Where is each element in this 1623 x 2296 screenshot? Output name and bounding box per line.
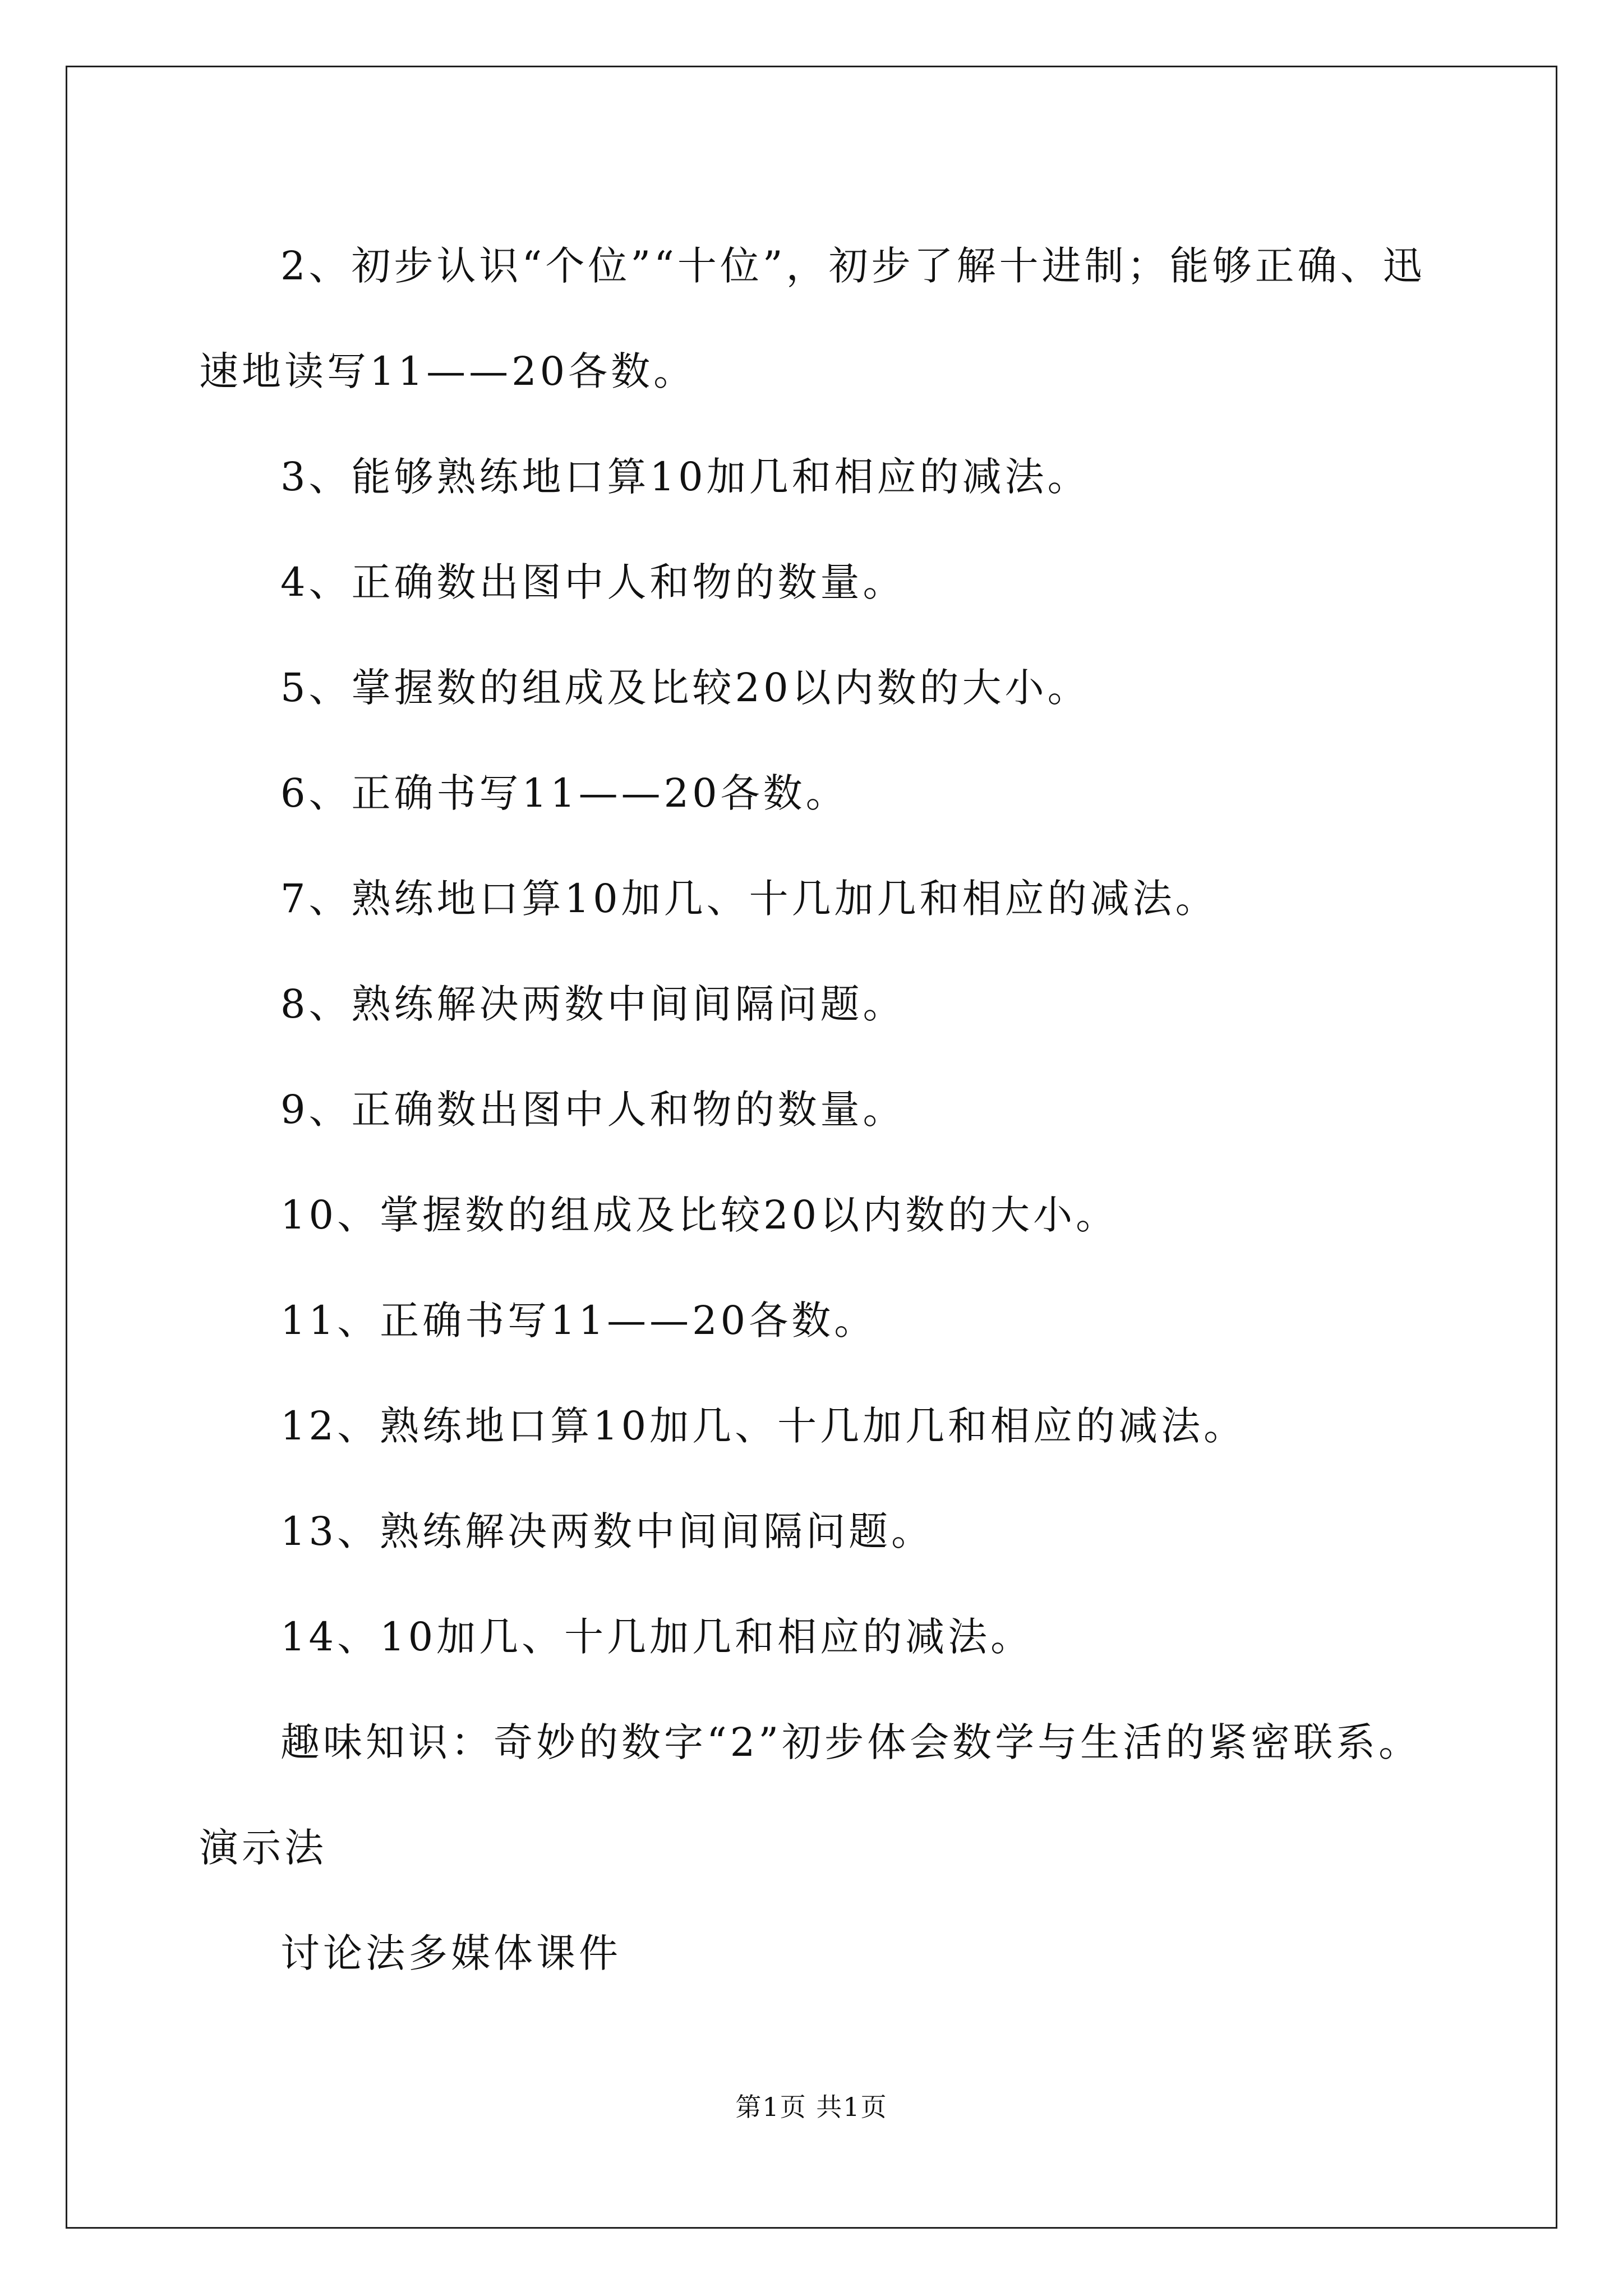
paragraph-8: 8、熟练解决两数中间间隔问题。: [280, 981, 906, 1027]
paragraph-11: 11、正确书写11——20各数。: [280, 1297, 877, 1343]
page-footer: 第1页 共1页: [735, 2092, 888, 2122]
paragraph-10: 10、掌握数的组成及比较20以内数的大小。: [280, 1192, 1119, 1238]
paragraph-9: 9、正确数出图中人和物的数量。: [280, 1087, 906, 1133]
document-body: [199, 213, 1433, 2006]
paragraph-methods: 讨论法多媒体课件: [280, 1930, 621, 1976]
paragraph-3: 3、能够熟练地口算10加几和相应的减法。: [280, 454, 1090, 500]
paragraph-5: 5、掌握数的组成及比较20以内数的大小。: [280, 665, 1090, 711]
paragraph-2: 2、初步认识“个位”“十位”，初步了解十进制；能够正确、迅速地读写11——20各数。: [199, 243, 1426, 394]
paragraph-4: 4、正确数出图中人和物的数量。: [280, 559, 906, 605]
paragraph-fun-fact: 趣味知识：奇妙的数字“2”初步体会数学与生活的紧密联系。演示法: [199, 1719, 1422, 1871]
paragraph-7: 7、熟练地口算10加几、十几加几和相应的减法。: [280, 876, 1218, 922]
paragraph-13: 13、熟练解决两数中间间隔问题。: [280, 1508, 934, 1554]
paragraph-14: 14、10加几、十几加几和相应的减法。: [280, 1614, 1034, 1660]
paragraph-6: 6、正确书写11——20各数。: [280, 770, 849, 816]
paragraph-12: 12、熟练地口算10加几、十几加几和相应的减法。: [280, 1403, 1247, 1449]
